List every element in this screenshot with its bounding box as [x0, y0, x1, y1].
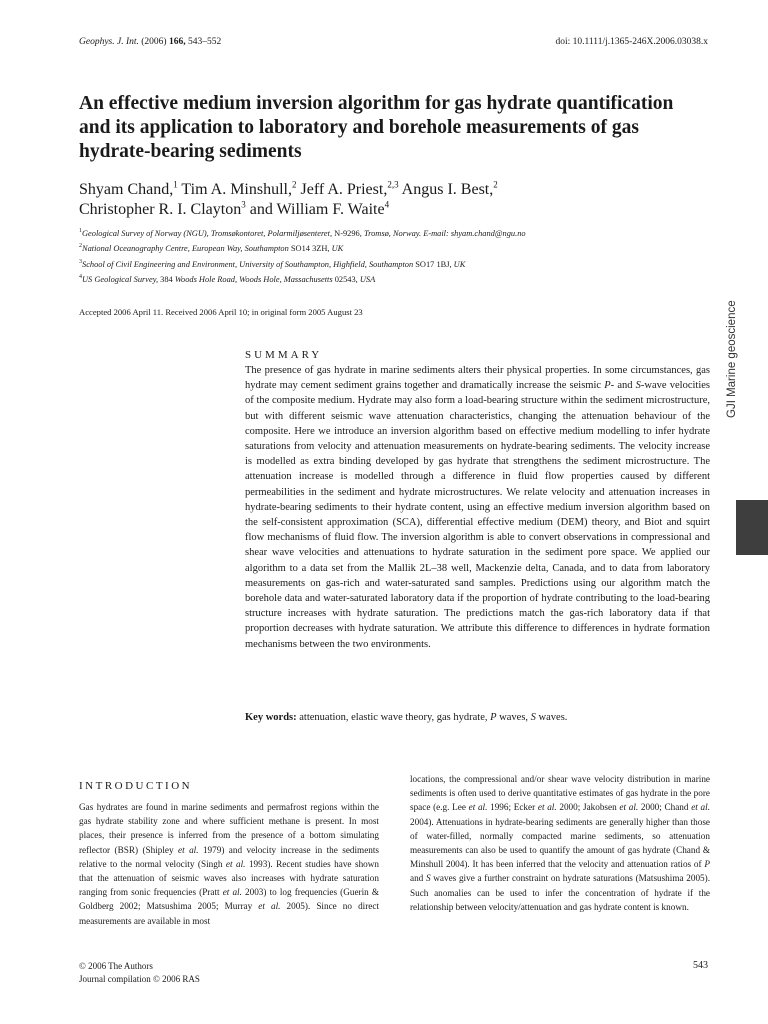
- running-header-citation: [79, 37, 221, 47]
- abstract-italic: S: [635, 380, 641, 392]
- body-text: locations, the compressional and/or shear wave velocity distribution in marine sediments is often used to derive quantitative estimates of gas hydrate in the pore space (e.g. Lee: [410, 774, 710, 813]
- section-tab-marker: [736, 500, 768, 555]
- journal-name: Geophys. J. Int.: [79, 37, 139, 47]
- author-list: [79, 180, 719, 220]
- body-text: waves give a further constraint on hydrate saturations (Matsushima 2005). Such anomalies can be used to infer the concentration of hydrate if the relationship between velocity/attenuation and gas hydrate content is known.: [410, 873, 710, 912]
- abstract-text: The presence of gas hydrate in marine sediments alters their physical properties. In some circumstances, gas hydrate may cement sediment grains together and dramatically increase the seismic: [245, 365, 710, 392]
- body-text: 2000; Chand: [638, 802, 692, 813]
- abstract-text: -wave velocities of the composite medium. Hydrate may also form a load-bearing structure within the sediment microstructure, but with different seismic wave attenuation characteristics, changing the attenuation behaviour of the composite. Here we introduce an inversion algorithm based on effective medium modelling to infer hydrate saturations from velocity and attenuation measurements on hydrate-bearing sediments. The velocity increase is modelled as extra binding developed by gas hydrate that strengthens the sediment microstructure. The attenuation increase is modelled through a difference in fluid flow properties caused by different permeabilities in the sediment and hydrate microstructures. We relate velocity and attenuation increases in hydrate-bearing sediments to their hydrate content, using an effective medium inversion algorithm based on the self-consistent approximation (SCA), differential effective medium (DEM) theory, and Biot and squirt flow mechanisms of fluid flow. The inversion algorithm is able to convert observations in compressional and shear wave velocities and attenuations to hydrate saturation in the sediment pore space. We applied our algorithm to a data set from the Mallik 2L–38 well, Mackenzie delta, Canada, and to data from laboratory measurements on gas-rich and water-saturated sand samples. Predictions using our algorithm match the borehole data and water-saturated laboratory data if the proportion of hydrate contributing to the load-bearing structure increases with hydrate saturation. The predictions match the gas-rich laboratory data if that proportion decreases with hydrate saturation. We attribute this difference to differences in hydrate formation mechanisms between the two environments.: [245, 380, 710, 650]
- body-italic: S: [425, 873, 431, 884]
- body-text: and: [410, 873, 426, 884]
- affiliation-postcode: 02543,: [332, 274, 360, 284]
- author-affil-mark: 4: [384, 199, 390, 210]
- affiliation-text: UK: [331, 244, 344, 254]
- abstract-italic: P: [604, 380, 611, 392]
- copyright-line: © 2006 The Authors: [79, 961, 153, 971]
- body-italic: et al.: [468, 802, 488, 813]
- author-affil-mark: 2,3: [387, 179, 399, 190]
- body-italic: et al.: [691, 802, 710, 813]
- received-accepted-dates: Accepted 2006 April 11. Received 2006 April 10; in original form 2005 August 23: [79, 307, 363, 317]
- affiliation-mark: 1: [79, 228, 82, 234]
- paper-title: An effective medium inversion algorithm for gas hydrate quantification and its application to laboratory and borehole measurements of gas hydrate-bearing sediments: [79, 93, 674, 162]
- author: Shyam Chand,: [79, 181, 174, 198]
- author: Jeff A. Priest,: [296, 181, 388, 198]
- body-text: 1993). Recent studies have shown that the attenuation of seismic waves also increases with hydrate saturation ranging from sonic frequencies (Pratt: [79, 858, 379, 898]
- keywords-italic: S: [530, 712, 536, 723]
- keywords: [245, 712, 710, 723]
- body-italic: et al.: [258, 901, 281, 912]
- abstract-text: - and: [610, 380, 636, 392]
- introduction-column-left: [79, 800, 379, 928]
- body-text: 2004). Attenuations in hydrate-bearing sediments are generally higher than those of water-filled, normally compacted marine sediments, so attenuation measurements can also be used to quantify the amount of gas hydrate (Chand & Minshull 2004). It has been inferred that the velocity and attenuation ratios of: [410, 816, 710, 870]
- body-text: 2000; Jakobsen: [556, 802, 620, 813]
- body-text: 1979) and velocity increase in the sediments relative to the normal velocity (Singh: [79, 844, 379, 869]
- affiliation-text: National Oceanography Centre, European Way, Southampton: [82, 244, 289, 254]
- affiliation: [79, 271, 729, 286]
- keywords-italic: P: [490, 712, 497, 723]
- body-text: Gas hydrates are found in marine sediments and permafrost regions within the gas hydrate stability zone and where sufficient methane is present. In most places, their presence is inferred from the presence of a bottom simulating reflector (BSR) (Shipley: [79, 802, 379, 855]
- keywords-text: attenuation, elastic wave theory, gas hydrate,: [296, 712, 491, 723]
- author-affil-mark: 3: [241, 199, 246, 210]
- affiliation-text: Woods Hole Road, Woods Hole, Massachusetts: [174, 274, 333, 284]
- body-text: 1996; Ecker: [487, 802, 538, 813]
- keywords-label: Key words:: [245, 712, 297, 723]
- keywords-text: waves.: [535, 712, 568, 723]
- body-italic: et al.: [619, 802, 639, 813]
- affiliation: [79, 225, 729, 240]
- body-italic: et al.: [225, 858, 246, 869]
- affiliation-list: [79, 225, 729, 286]
- author: Angus I. Best,: [398, 181, 494, 198]
- author-affil-mark: 2: [292, 179, 297, 190]
- author: Tim A. Minshull,: [177, 181, 292, 198]
- affiliation-postcode: SO17 1BJ,: [413, 259, 454, 269]
- body-italic: et al.: [178, 844, 199, 855]
- footer-copyright: [79, 960, 200, 986]
- body-text: 2005). Since no direct measurements are available in most: [79, 901, 379, 926]
- affiliation-postcode: N-9296,: [332, 228, 364, 238]
- introduction-column-right: [410, 772, 710, 914]
- author-affil-mark: 1: [173, 179, 178, 190]
- body-italic: et al.: [537, 802, 557, 813]
- affiliation-text: UK: [453, 259, 466, 269]
- affiliation-text: Geological Survey of Norway (NGU), Tromsøkontoret, Polarmiljøsenteret,: [82, 228, 333, 238]
- author: and William F. Waite: [245, 201, 385, 218]
- compilation-line: Journal compilation © 2006 RAS: [79, 974, 200, 984]
- section-sidebar-label: GJI Marine geoscience: [726, 300, 738, 418]
- page-number: 543: [693, 960, 708, 971]
- doi: doi: 10.1111/j.1365-246X.2006.03038.x: [555, 37, 708, 47]
- summary-abstract: [245, 363, 710, 652]
- author: Christopher R. I. Clayton: [79, 201, 242, 218]
- affiliation: [79, 256, 729, 271]
- introduction-heading: INTRODUCTION: [79, 780, 193, 792]
- author-affil-mark: 2: [493, 179, 498, 190]
- affiliation: [79, 240, 729, 255]
- journal-year: (2006): [141, 37, 167, 47]
- journal-pages: 543–552: [187, 37, 222, 47]
- affiliation-mark: 4: [79, 273, 82, 280]
- affiliation-text: USA: [359, 274, 376, 284]
- affiliation-text: School of Civil Engineering and Environment, University of Southampton, Highfield, Southampton: [82, 259, 414, 269]
- affiliation-postcode: 384: [158, 274, 175, 284]
- affiliation-text: Tromsø, Norway. E-mail: shyam.chand@ngu.no: [363, 228, 526, 238]
- body-italic: P: [704, 859, 710, 870]
- summary-heading: SUMMARY: [245, 349, 323, 361]
- body-text: 2003) to log frequencies (Guerin & Goldberg 2002; Matsushima 2005; Murray: [79, 887, 379, 912]
- journal-volume: 166,: [168, 37, 186, 47]
- affiliation-mark: 2: [79, 243, 82, 250]
- keywords-text: waves,: [496, 712, 531, 723]
- affiliation-postcode: SO14 3ZH,: [288, 244, 332, 254]
- affiliation-text: US Geological Survey,: [82, 274, 159, 284]
- body-italic: et al.: [222, 887, 242, 898]
- affiliation-mark: 3: [79, 258, 82, 265]
